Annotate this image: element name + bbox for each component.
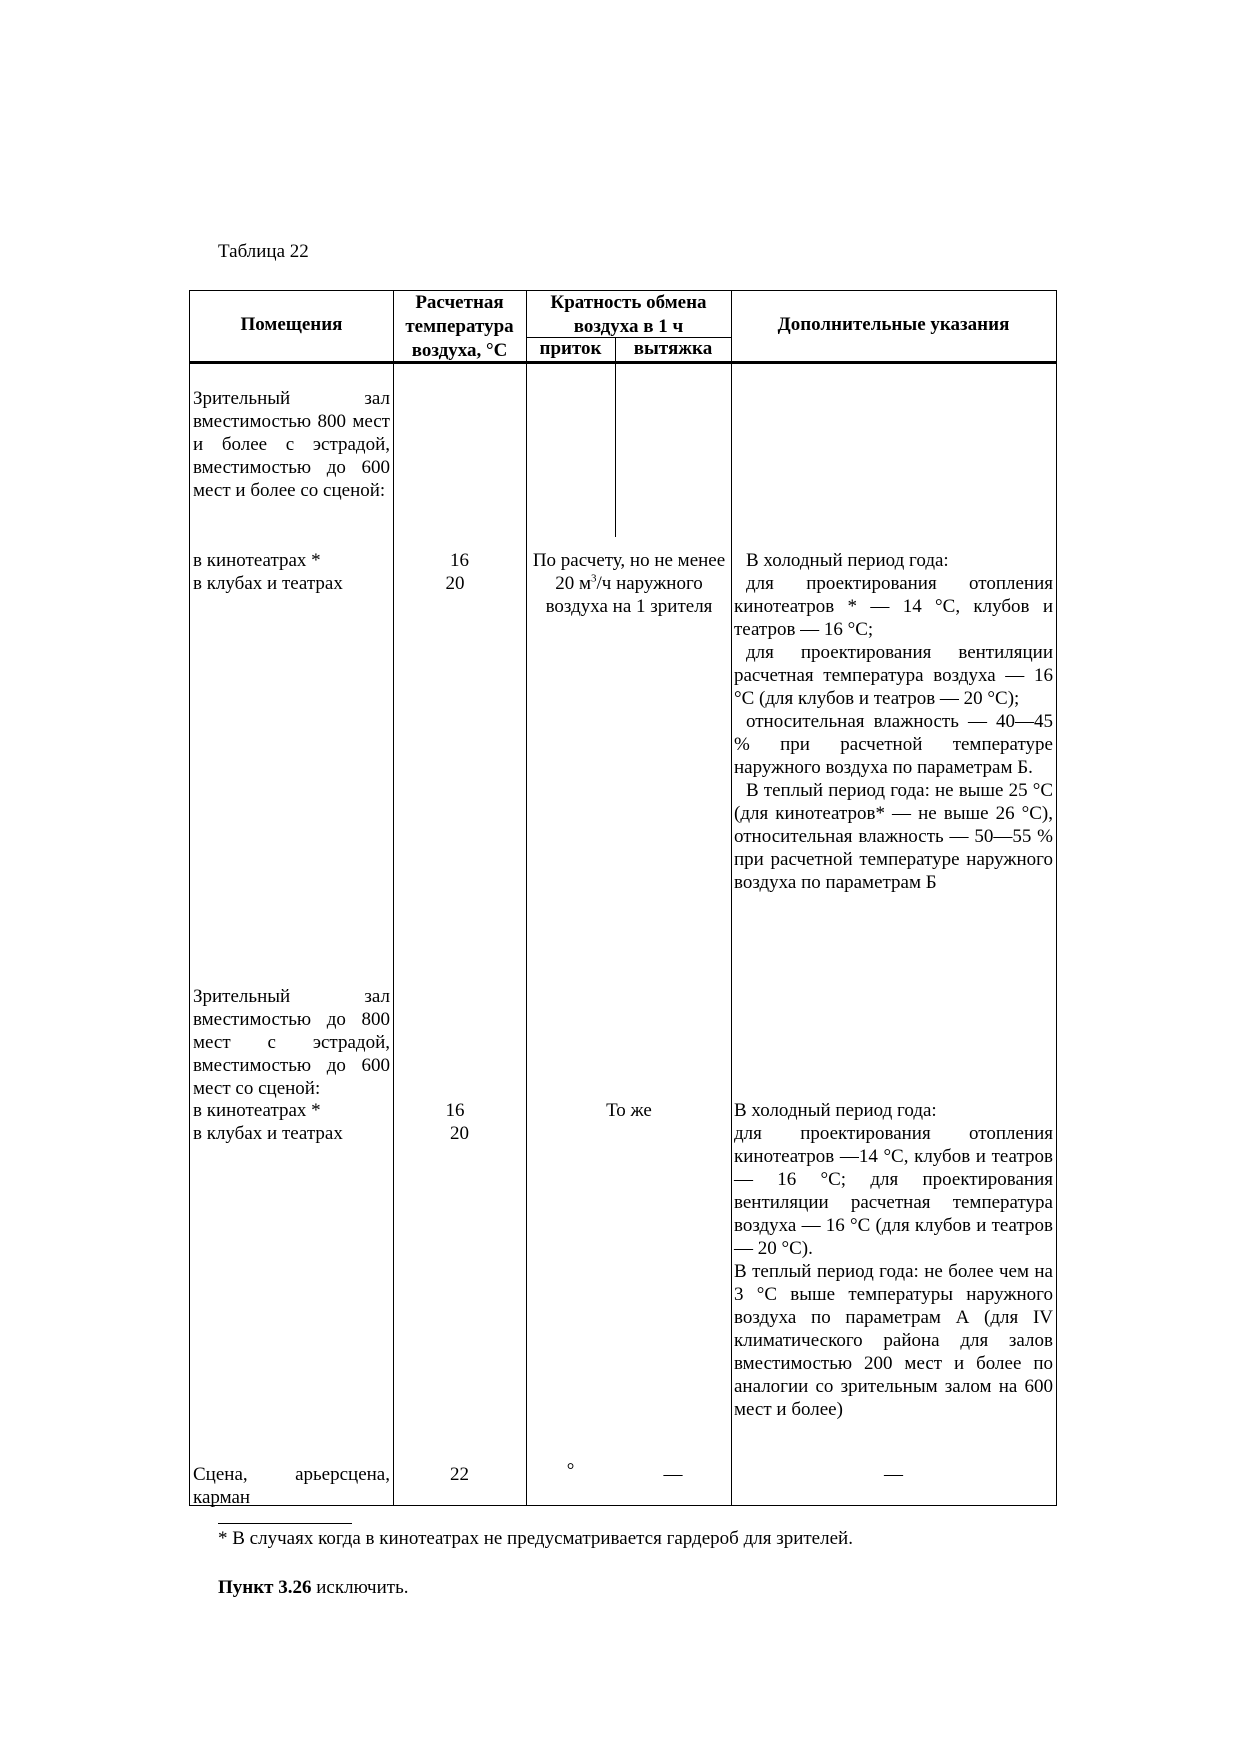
row1-temp-b: 20 [445, 573, 465, 594]
row2-temp-b: 20 [450, 1123, 469, 1144]
row1-exchange [528, 549, 730, 618]
row2-note-1: В холодный период года: [734, 1100, 937, 1121]
header-temp: Расчетная температура воздуха, °С [405, 292, 514, 361]
header-supply: приток [539, 338, 602, 359]
row1-room-intro: Зрительный зал вместимостью 800 мест и более с эстрадой, вместимостью до 600 мест и более со сценой: [193, 388, 390, 501]
clause-rest: исключить. [311, 1577, 409, 1598]
row2-note-3: В теплый период года: не более чем на 3 °С выше температуры наружного воздуха по параметрам А (для IV климатического района для залов вместимостью 200 мест и более по аналогии со зрительным залом на 600 мест и более) [734, 1261, 1053, 1420]
data-table [189, 290, 1057, 1506]
header-bottom-line [190, 361, 1056, 364]
row3-temp: 22 [450, 1464, 469, 1485]
row2-note-2: для проектирования отопления кинотеатров —14 °С, клубов и театров — 16 °С; для проектирования вентиляции расчетная температура воздуха — 16 °С (для клубов и театров — 20 °С). [734, 1123, 1053, 1259]
row1-exchange-sup: 3 [590, 572, 597, 585]
row2-room-b: в клубах и театрах [193, 1123, 343, 1144]
row2-room-a: в кинотеатрах * [193, 1100, 321, 1121]
row3-supply: ° [566, 1460, 575, 1481]
row1-note-2: для проектирования отопления кинотеатров * — 14 °С, клубов и театров — 16 °С; [734, 573, 1053, 640]
header-rooms: Помещения [240, 314, 343, 335]
row1-note-4: относительная влажность — 40—45 % при расчетной температуре наружного воздуха по параметрам Б. [734, 711, 1053, 778]
clause-text [218, 1577, 409, 1599]
col-separator-2 [526, 291, 527, 1505]
row2-room-intro: Зрительный зал вместимостью до 800 мест с эстрадой, вместимостью до 600 мест со сценой: [193, 986, 390, 1099]
row2-notes [734, 1099, 1053, 1421]
col-separator-3 [615, 337, 616, 537]
row3-exhaust: — [663, 1464, 683, 1485]
row1-room-a: в кинотеатрах * [193, 550, 321, 571]
row1-note-5: В теплый период года: не выше 25 °С (для кинотеатров* — не выше 26 °С), относительная влажность — 50—55 % при расчетной температуре наружного воздуха по параметрам Б [734, 780, 1053, 893]
header-exhaust: вытяжка [633, 338, 713, 359]
col-separator-1 [393, 291, 394, 1505]
row1-room-b: в клубах и театрах [193, 573, 343, 594]
row1-notes [734, 549, 1053, 894]
row1-exchange-pre: По расчету, но не менее 20 м [532, 550, 726, 594]
footnote-separator [218, 1523, 352, 1524]
table-caption: Таблица 22 [218, 241, 309, 262]
row2-exchange: То же [606, 1100, 652, 1121]
row1-note-1: В холодный период года: [746, 550, 949, 571]
row1-exchange-post: /ч наружного воздуха на 1 зрителя [545, 573, 713, 617]
clause-bold: Пункт 3.26 [218, 1577, 312, 1598]
row2-temp-a: 16 [445, 1100, 465, 1121]
col-separator-4 [731, 291, 732, 1505]
header-notes: Дополнительные указания [777, 314, 1010, 335]
row3-notes: — [884, 1464, 903, 1485]
header-exchange: Кратность обмена воздуха в 1 ч [550, 292, 707, 337]
row3-room: Сцена, арьерсцена, карман [193, 1464, 390, 1508]
row1-temp-a: 16 [450, 550, 469, 571]
row1-note-3: для проектирования вентиляции расчетная температура воздуха — 16 °С (для клубов и театров — 20 °С); [734, 642, 1053, 709]
footnote: * В случаях когда в кинотеатрах не предусматривается гардероб для зрителей. [218, 1528, 853, 1549]
